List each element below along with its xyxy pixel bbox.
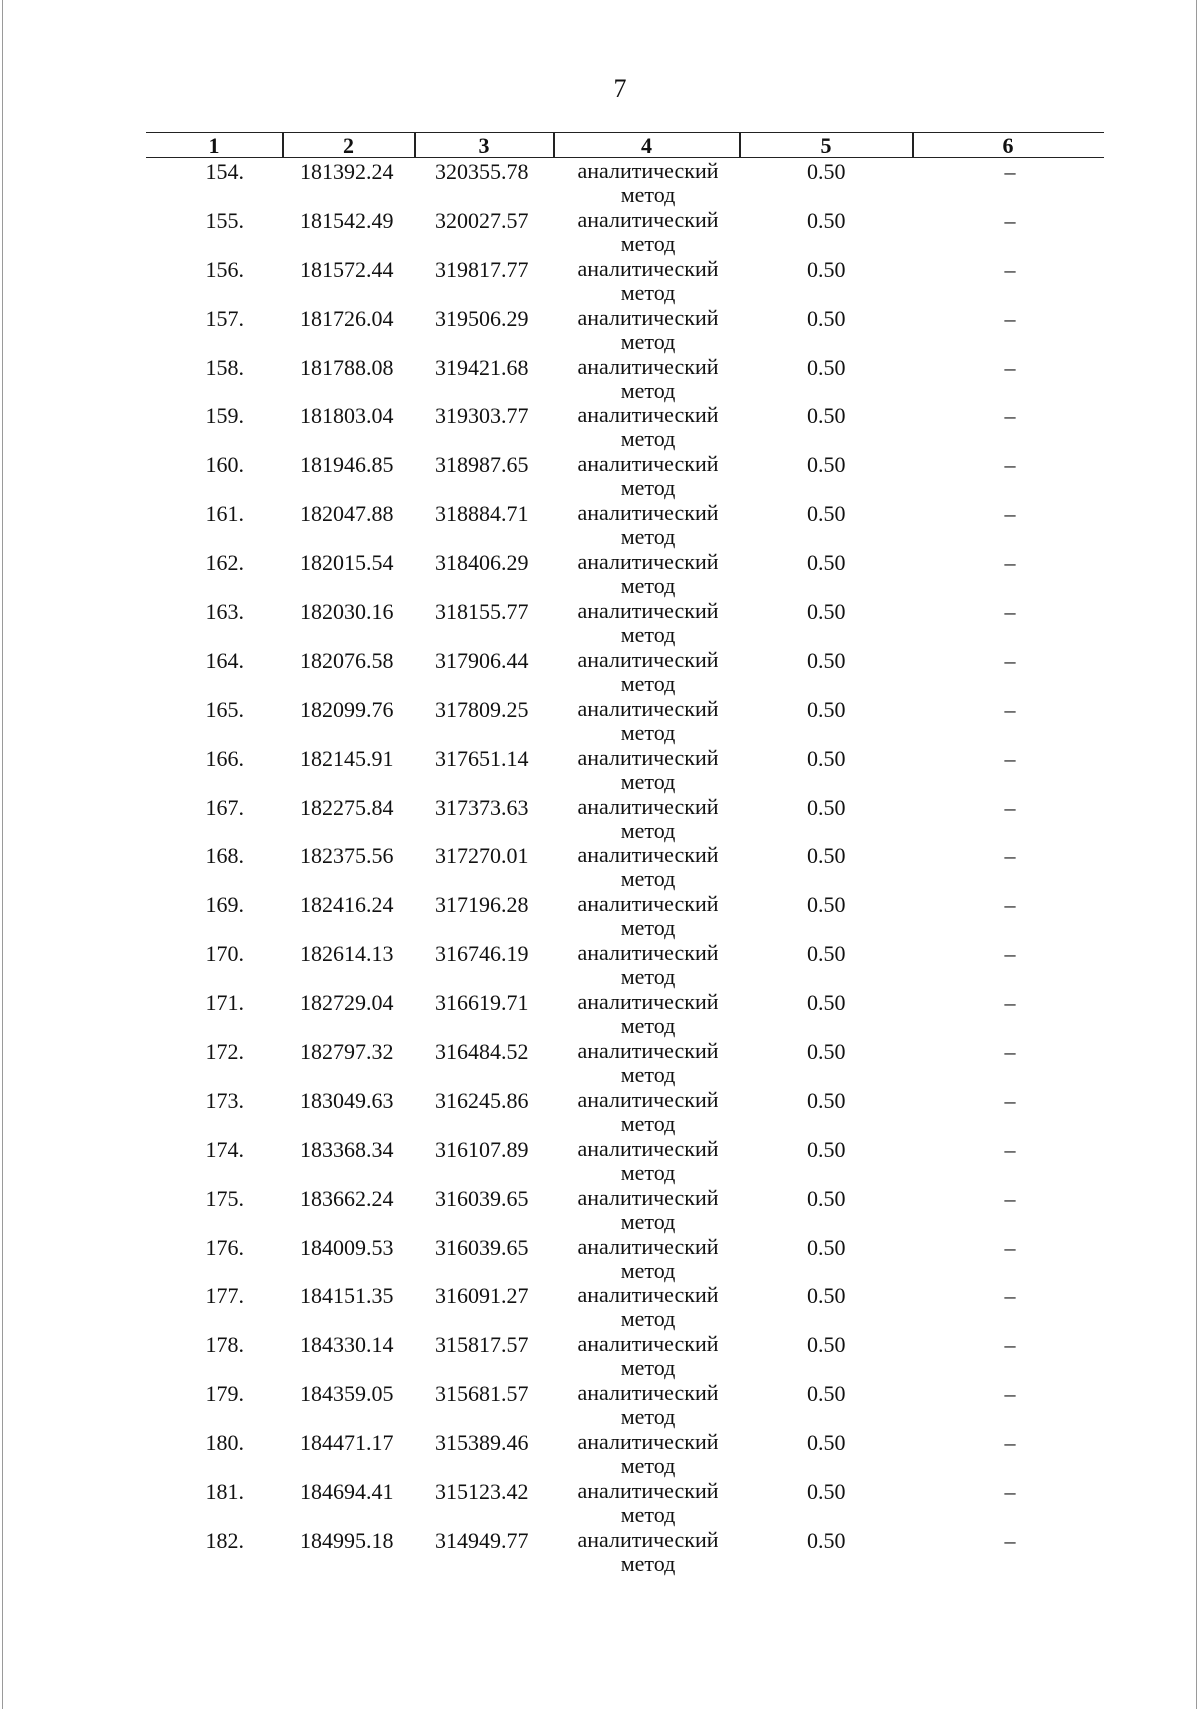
note-dash: – bbox=[1004, 207, 1016, 233]
method-cell bbox=[573, 795, 723, 843]
accuracy-value: 0.50 bbox=[807, 1283, 846, 1309]
method-cell bbox=[573, 1332, 723, 1380]
accuracy-value: 0.50 bbox=[807, 207, 846, 233]
coordinate-y: 316039.65 bbox=[435, 1234, 529, 1260]
method-text: аналитический bbox=[577, 304, 719, 330]
note-dash: – bbox=[1004, 1283, 1016, 1309]
coordinate-x: 184995.18 bbox=[300, 1527, 394, 1553]
coordinate-x: 181392.24 bbox=[300, 159, 394, 184]
accuracy-value: 0.50 bbox=[807, 1479, 846, 1505]
coordinate-x: 182076.58 bbox=[300, 647, 394, 673]
table-row bbox=[0, 257, 1200, 306]
method-text: аналитический bbox=[577, 1184, 719, 1210]
note-dash: – bbox=[1004, 354, 1016, 380]
coordinate-y: 319506.29 bbox=[435, 305, 529, 331]
table-row bbox=[0, 159, 1200, 208]
coordinate-y: 319421.68 bbox=[435, 354, 529, 380]
table-row bbox=[0, 1235, 1200, 1284]
method-cell bbox=[573, 1479, 723, 1527]
method-text: аналитический bbox=[577, 1526, 719, 1552]
method-cell bbox=[573, 403, 723, 451]
row-number: 169. bbox=[205, 892, 244, 918]
method-text: аналитический bbox=[577, 353, 719, 379]
method-cell bbox=[573, 1430, 723, 1478]
coordinate-x: 182030.16 bbox=[300, 599, 394, 625]
method-text-line2: метод bbox=[620, 915, 676, 941]
method-text-line2: метод bbox=[620, 1550, 676, 1576]
method-text: аналитический bbox=[577, 1233, 719, 1259]
accuracy-value: 0.50 bbox=[807, 745, 846, 771]
coordinate-y: 318987.65 bbox=[435, 452, 529, 478]
note-dash: – bbox=[1004, 1527, 1016, 1553]
note-dash: – bbox=[1004, 599, 1016, 625]
table-row bbox=[0, 1186, 1200, 1235]
table-row bbox=[0, 941, 1200, 990]
method-text: аналитический bbox=[577, 1282, 719, 1308]
table-row bbox=[0, 1430, 1200, 1479]
method-text-line2: метод bbox=[620, 573, 676, 599]
method-text-line2: метод bbox=[620, 1257, 676, 1283]
table-row bbox=[0, 648, 1200, 697]
table-row bbox=[0, 746, 1200, 795]
row-number: 177. bbox=[205, 1283, 244, 1309]
accuracy-value: 0.50 bbox=[807, 941, 846, 967]
table-body bbox=[0, 159, 1200, 1577]
coordinate-x: 182099.76 bbox=[300, 696, 394, 722]
table-row bbox=[0, 306, 1200, 355]
method-text: аналитический bbox=[577, 1478, 719, 1504]
coordinate-y: 319817.77 bbox=[435, 256, 529, 282]
method-text: аналитический bbox=[577, 1038, 719, 1064]
coordinate-y: 316484.52 bbox=[435, 1039, 529, 1065]
accuracy-value: 0.50 bbox=[807, 794, 846, 820]
method-text: аналитический bbox=[577, 695, 719, 721]
row-number: 179. bbox=[205, 1381, 244, 1407]
note-dash: – bbox=[1004, 843, 1016, 869]
note-dash: – bbox=[1004, 1185, 1016, 1211]
coordinate-x: 181542.49 bbox=[300, 207, 394, 233]
coordinate-x: 182275.84 bbox=[300, 794, 394, 820]
coordinate-y: 315123.42 bbox=[435, 1479, 529, 1505]
table-row bbox=[0, 452, 1200, 501]
method-text: аналитический bbox=[577, 402, 719, 428]
method-text-line2: метод bbox=[620, 1306, 676, 1332]
header-col-6: 6 bbox=[1002, 133, 1014, 158]
note-dash: – bbox=[1004, 1381, 1016, 1407]
coordinate-x: 181803.04 bbox=[300, 403, 394, 429]
method-text: аналитический bbox=[577, 989, 719, 1015]
table-row bbox=[0, 1381, 1200, 1430]
row-number: 155. bbox=[205, 207, 244, 233]
coordinate-y: 317196.28 bbox=[435, 892, 529, 918]
coordinate-x: 182797.32 bbox=[300, 1039, 394, 1065]
coordinate-y: 318155.77 bbox=[435, 599, 529, 625]
accuracy-value: 0.50 bbox=[807, 1087, 846, 1113]
method-text: аналитический bbox=[577, 451, 719, 477]
method-text: аналитический bbox=[577, 158, 719, 183]
accuracy-value: 0.50 bbox=[807, 159, 846, 184]
method-cell bbox=[573, 1283, 723, 1331]
method-cell bbox=[573, 257, 723, 305]
method-text-line2: метод bbox=[620, 524, 676, 550]
coordinate-x: 181726.04 bbox=[300, 305, 394, 331]
header-col-5: 5 bbox=[820, 133, 832, 158]
method-cell bbox=[573, 599, 723, 647]
table-row bbox=[0, 697, 1200, 746]
method-text-line2: метод bbox=[620, 1062, 676, 1088]
method-text-line2: метод bbox=[620, 475, 676, 501]
note-dash: – bbox=[1004, 1430, 1016, 1456]
row-number: 181. bbox=[205, 1479, 244, 1505]
note-dash: – bbox=[1004, 1479, 1016, 1505]
coordinate-x: 182729.04 bbox=[300, 990, 394, 1016]
coordinate-y: 320027.57 bbox=[435, 207, 529, 233]
coordinate-x: 183049.63 bbox=[300, 1087, 394, 1113]
table-row bbox=[0, 599, 1200, 648]
note-dash: – bbox=[1004, 256, 1016, 282]
method-text-line2: метод bbox=[620, 1159, 676, 1185]
note-dash: – bbox=[1004, 1087, 1016, 1113]
row-number: 174. bbox=[205, 1136, 244, 1162]
accuracy-value: 0.50 bbox=[807, 647, 846, 673]
coordinate-x: 184471.17 bbox=[300, 1430, 394, 1456]
row-number: 154. bbox=[205, 159, 244, 184]
method-text: аналитический bbox=[577, 1429, 719, 1455]
method-cell bbox=[573, 941, 723, 989]
coordinate-y: 316039.65 bbox=[435, 1185, 529, 1211]
coordinate-x: 182375.56 bbox=[300, 843, 394, 869]
row-number: 163. bbox=[205, 599, 244, 625]
coordinate-x: 184359.05 bbox=[300, 1381, 394, 1407]
coordinate-x: 184009.53 bbox=[300, 1234, 394, 1260]
coordinate-y: 319303.77 bbox=[435, 403, 529, 429]
coordinate-x: 181946.85 bbox=[300, 452, 394, 478]
coordinate-x: 181788.08 bbox=[300, 354, 394, 380]
table-row bbox=[0, 501, 1200, 550]
note-dash: – bbox=[1004, 941, 1016, 967]
note-dash: – bbox=[1004, 159, 1016, 184]
note-dash: – bbox=[1004, 501, 1016, 527]
table-row bbox=[0, 1332, 1200, 1381]
note-dash: – bbox=[1004, 1039, 1016, 1065]
method-text: аналитический bbox=[577, 793, 719, 819]
note-dash: – bbox=[1004, 990, 1016, 1016]
method-cell bbox=[573, 306, 723, 354]
accuracy-value: 0.50 bbox=[807, 990, 846, 1016]
note-dash: – bbox=[1004, 696, 1016, 722]
accuracy-value: 0.50 bbox=[807, 1136, 846, 1162]
accuracy-value: 0.50 bbox=[807, 1430, 846, 1456]
table-row bbox=[0, 1479, 1200, 1528]
coordinate-x: 181572.44 bbox=[300, 256, 394, 282]
method-text-line2: метод bbox=[620, 230, 676, 256]
accuracy-value: 0.50 bbox=[807, 1381, 846, 1407]
method-text: аналитический bbox=[577, 1135, 719, 1161]
note-dash: – bbox=[1004, 1332, 1016, 1358]
header-col-3: 3 bbox=[478, 133, 490, 158]
coordinate-y: 316746.19 bbox=[435, 941, 529, 967]
coordinate-y: 317373.63 bbox=[435, 794, 529, 820]
coordinate-x: 182145.91 bbox=[300, 745, 394, 771]
coordinate-y: 317270.01 bbox=[435, 843, 529, 869]
method-cell bbox=[573, 550, 723, 598]
method-text-line2: метод bbox=[620, 670, 676, 696]
accuracy-value: 0.50 bbox=[807, 403, 846, 429]
accuracy-value: 0.50 bbox=[807, 550, 846, 576]
row-number: 176. bbox=[205, 1234, 244, 1260]
accuracy-value: 0.50 bbox=[807, 892, 846, 918]
accuracy-value: 0.50 bbox=[807, 501, 846, 527]
header-col-2: 2 bbox=[343, 133, 354, 158]
note-dash: – bbox=[1004, 1234, 1016, 1260]
coordinate-x: 184151.35 bbox=[300, 1283, 394, 1309]
coordinate-y: 315681.57 bbox=[435, 1381, 529, 1407]
row-number: 161. bbox=[205, 501, 244, 527]
method-cell bbox=[573, 892, 723, 940]
method-cell bbox=[573, 1039, 723, 1087]
method-text: аналитический bbox=[577, 744, 719, 770]
note-dash: – bbox=[1004, 1136, 1016, 1162]
page-number: 7 bbox=[613, 74, 627, 103]
method-cell bbox=[573, 452, 723, 500]
coordinate-y: 317906.44 bbox=[435, 647, 529, 673]
accuracy-value: 0.50 bbox=[807, 1527, 846, 1553]
note-dash: – bbox=[1004, 794, 1016, 820]
row-number: 171. bbox=[205, 990, 244, 1016]
row-number: 178. bbox=[205, 1332, 244, 1358]
note-dash: – bbox=[1004, 892, 1016, 918]
table-row bbox=[0, 843, 1200, 892]
row-number: 162. bbox=[205, 550, 244, 576]
method-cell bbox=[573, 1381, 723, 1429]
method-text-line2: метод bbox=[620, 328, 676, 354]
method-text-line2: метод bbox=[620, 768, 676, 794]
method-cell bbox=[573, 697, 723, 745]
row-number: 158. bbox=[205, 354, 244, 380]
method-cell bbox=[573, 1186, 723, 1234]
table-row bbox=[0, 403, 1200, 452]
coordinate-x: 184694.41 bbox=[300, 1479, 394, 1505]
coordinate-y: 318406.29 bbox=[435, 550, 529, 576]
table-row bbox=[0, 550, 1200, 599]
row-number: 170. bbox=[205, 941, 244, 967]
coordinate-y: 316245.86 bbox=[435, 1087, 529, 1113]
row-number: 164. bbox=[205, 647, 244, 673]
method-text-line2: метод bbox=[620, 182, 676, 207]
method-cell bbox=[573, 355, 723, 403]
table-header bbox=[146, 132, 1104, 158]
method-cell bbox=[573, 843, 723, 891]
method-text-line2: метод bbox=[620, 1208, 676, 1234]
table-row bbox=[0, 208, 1200, 257]
coordinate-y: 316107.89 bbox=[435, 1136, 529, 1162]
coordinate-y: 316091.27 bbox=[435, 1283, 529, 1309]
method-cell bbox=[573, 501, 723, 549]
method-text-line2: метод bbox=[620, 1502, 676, 1528]
method-text-line2: метод bbox=[620, 1355, 676, 1381]
method-cell bbox=[573, 1137, 723, 1185]
method-text-line2: метод bbox=[620, 719, 676, 745]
method-text: аналитический bbox=[577, 646, 719, 672]
method-text-line2: метод bbox=[620, 1404, 676, 1430]
table-row bbox=[0, 355, 1200, 404]
row-number: 166. bbox=[205, 745, 244, 771]
row-number: 167. bbox=[205, 794, 244, 820]
accuracy-value: 0.50 bbox=[807, 305, 846, 331]
row-number: 156. bbox=[205, 256, 244, 282]
method-cell bbox=[573, 1088, 723, 1136]
table-row bbox=[0, 1039, 1200, 1088]
row-number: 157. bbox=[205, 305, 244, 331]
coordinate-x: 182416.24 bbox=[300, 892, 394, 918]
method-cell bbox=[573, 746, 723, 794]
header-col-4: 4 bbox=[641, 133, 652, 158]
coordinate-x: 182047.88 bbox=[300, 501, 394, 527]
method-cell bbox=[573, 208, 723, 256]
table-row bbox=[0, 990, 1200, 1039]
method-text-line2: метод bbox=[620, 1110, 676, 1136]
method-cell bbox=[573, 1235, 723, 1283]
method-text: аналитический bbox=[577, 255, 719, 281]
row-number: 180. bbox=[205, 1430, 244, 1456]
method-text-line2: метод bbox=[620, 622, 676, 648]
coordinate-x: 183368.34 bbox=[300, 1136, 394, 1162]
row-number: 165. bbox=[205, 696, 244, 722]
coordinate-y: 318884.71 bbox=[435, 501, 529, 527]
note-dash: – bbox=[1004, 452, 1016, 478]
method-text-line2: метод bbox=[620, 1453, 676, 1479]
table-row bbox=[0, 892, 1200, 941]
header-col-1: 1 bbox=[208, 133, 220, 158]
method-text-line2: метод bbox=[620, 279, 676, 305]
coordinate-y: 317651.14 bbox=[435, 745, 529, 771]
row-number: 175. bbox=[205, 1185, 244, 1211]
coordinate-y: 316619.71 bbox=[435, 990, 529, 1016]
row-number: 172. bbox=[205, 1039, 244, 1065]
row-number: 168. bbox=[205, 843, 244, 869]
accuracy-value: 0.50 bbox=[807, 1185, 846, 1211]
table-row bbox=[0, 1528, 1200, 1577]
coordinate-y: 315389.46 bbox=[435, 1430, 529, 1456]
accuracy-value: 0.50 bbox=[807, 256, 846, 282]
method-cell bbox=[573, 648, 723, 696]
accuracy-value: 0.50 bbox=[807, 843, 846, 869]
coordinate-y: 315817.57 bbox=[435, 1332, 529, 1358]
method-text: аналитический bbox=[577, 206, 719, 232]
method-text: аналитический bbox=[577, 1331, 719, 1357]
table-row bbox=[0, 795, 1200, 844]
row-number: 173. bbox=[205, 1087, 244, 1113]
method-text-line2: метод bbox=[620, 1013, 676, 1039]
coordinate-x: 182614.13 bbox=[300, 941, 394, 967]
accuracy-value: 0.50 bbox=[807, 452, 846, 478]
method-text: аналитический bbox=[577, 891, 719, 917]
note-dash: – bbox=[1004, 745, 1016, 771]
note-dash: – bbox=[1004, 403, 1016, 429]
coordinate-y: 317809.25 bbox=[435, 696, 529, 722]
coordinate-x: 182015.54 bbox=[300, 550, 394, 576]
coordinate-x: 184330.14 bbox=[300, 1332, 394, 1358]
method-text-line2: метод bbox=[620, 817, 676, 843]
method-text: аналитический bbox=[577, 940, 719, 966]
row-number: 160. bbox=[205, 452, 244, 478]
accuracy-value: 0.50 bbox=[807, 1039, 846, 1065]
method-cell bbox=[573, 1528, 723, 1576]
method-text: аналитический bbox=[577, 842, 719, 868]
method-cell bbox=[573, 990, 723, 1038]
method-text: аналитический bbox=[577, 1380, 719, 1406]
accuracy-value: 0.50 bbox=[807, 1234, 846, 1260]
method-text: аналитический bbox=[577, 500, 719, 526]
row-number: 182. bbox=[205, 1527, 244, 1553]
method-text: аналитический bbox=[577, 598, 719, 624]
table-row bbox=[0, 1088, 1200, 1137]
accuracy-value: 0.50 bbox=[807, 696, 846, 722]
accuracy-value: 0.50 bbox=[807, 354, 846, 380]
note-dash: – bbox=[1004, 305, 1016, 331]
row-number: 159. bbox=[205, 403, 244, 429]
table-row bbox=[0, 1283, 1200, 1332]
table-row bbox=[0, 1137, 1200, 1186]
method-text: аналитический bbox=[577, 549, 719, 575]
method-text: аналитический bbox=[577, 1086, 719, 1112]
coordinate-x: 183662.24 bbox=[300, 1185, 394, 1211]
coordinate-y: 314949.77 bbox=[435, 1527, 529, 1553]
method-text-line2: метод bbox=[620, 377, 676, 403]
method-text-line2: метод bbox=[620, 866, 676, 892]
note-dash: – bbox=[1004, 647, 1016, 673]
accuracy-value: 0.50 bbox=[807, 1332, 846, 1358]
note-dash: – bbox=[1004, 550, 1016, 576]
method-text-line2: метод bbox=[620, 426, 676, 452]
method-text-line2: метод bbox=[620, 964, 676, 990]
method-cell bbox=[573, 159, 723, 207]
accuracy-value: 0.50 bbox=[807, 599, 846, 625]
coordinate-y: 320355.78 bbox=[435, 159, 529, 184]
